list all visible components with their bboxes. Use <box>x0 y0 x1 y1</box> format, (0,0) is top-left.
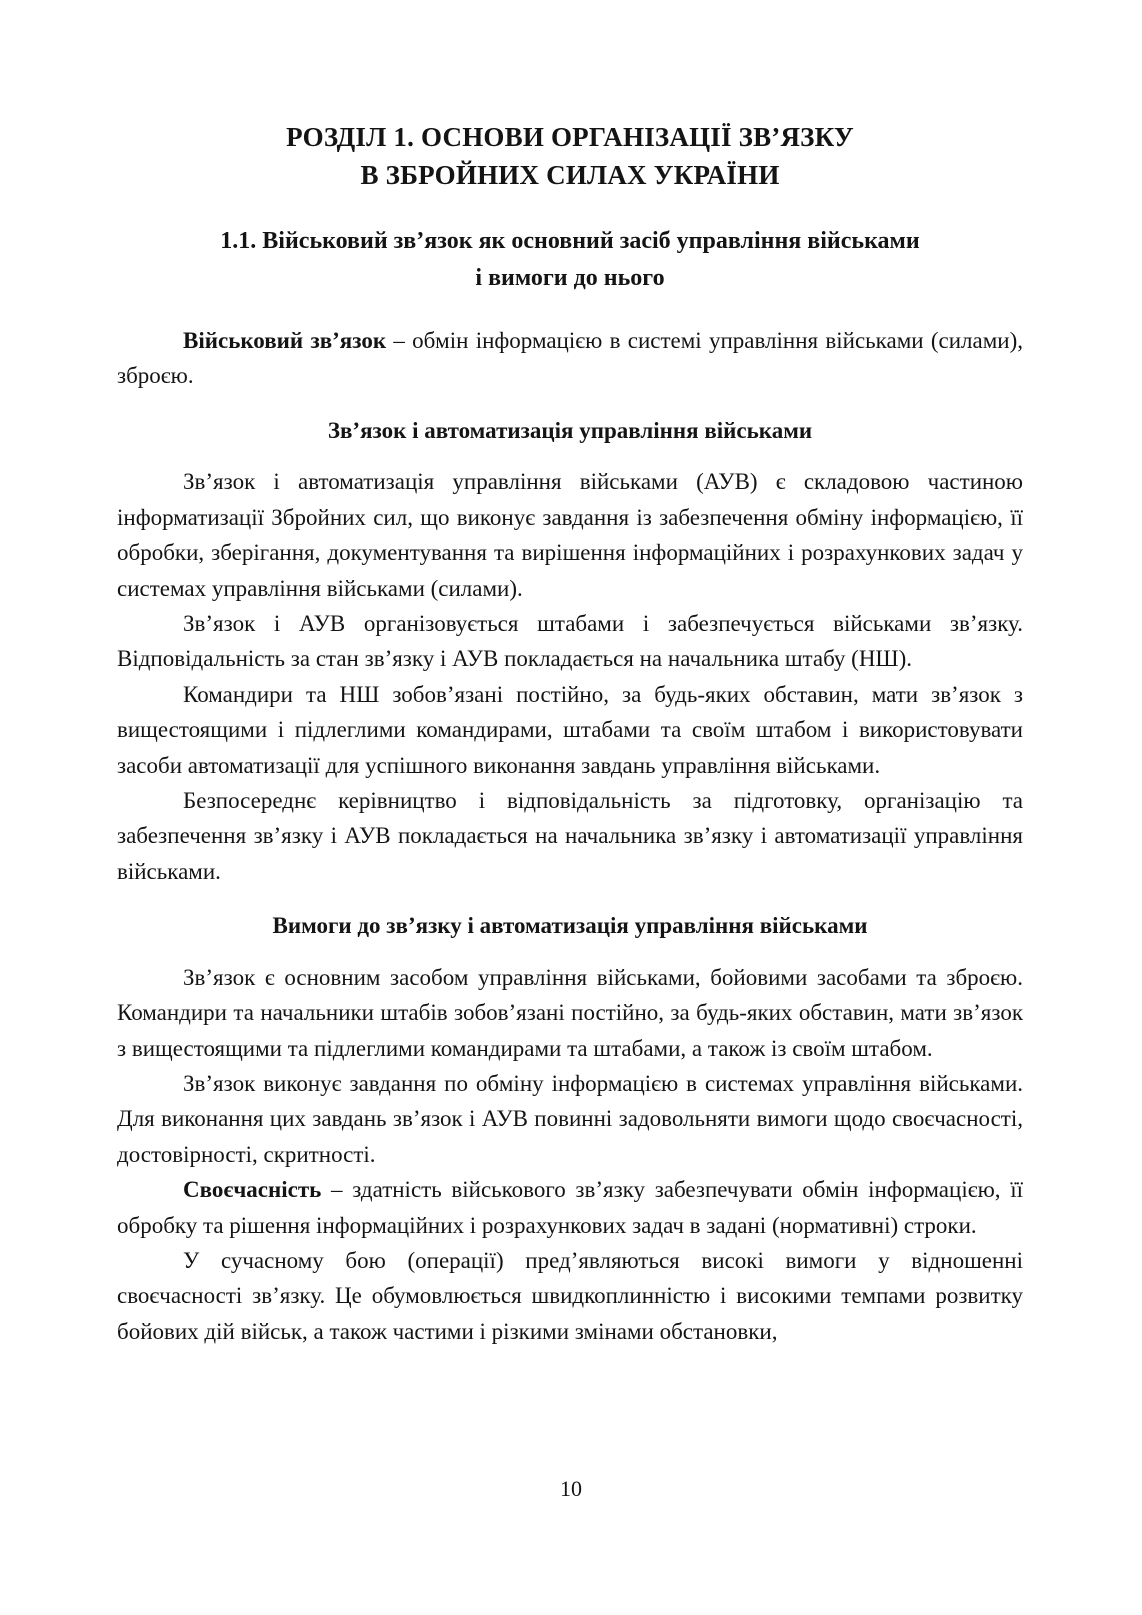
subheading-requirements: Вимоги до зв’язку і автоматизація управління військами <box>272 913 868 939</box>
paragraph: Командири та НШ зобов’язані постійно, за будь-яких обставин, мати зв’язок з вищестоящими і підлеглими командирами, штабами та своїм штабом і використовувати засоби автоматизації для успішного виконання завдань управління військами. <box>117 681 1023 778</box>
chapter-title-line-1: РОЗДІЛ 1. ОСНОВИ ОРГАНІЗАЦІЇ ЗВ’ЯЗКУ <box>286 122 854 152</box>
definition-term: Військовий зв’язок <box>183 328 387 354</box>
definition-text: – обмін інформацією в системі управління військами (силами), зброєю. <box>117 328 1023 389</box>
paragraph: Зв’язок виконує завдання по обміну інформацією в системах управління військами. Для виконання цих завдань зв’язок і АУВ повинні задовольняти вимоги щодо своєчасності, достовірності, скритності. <box>117 1070 1023 1167</box>
paragraph: Зв’язок і автоматизація управління військами (АУВ) є складовою частиною інформатизації Збройних сил, що виконує завдання із забезпечення обміну інформацією, її обробки, зберігання, документування та вирішення інформаційних і розрахункових задач у системах управління військами (силами). <box>117 469 1023 601</box>
section-heading-line-1: 1.1. Військовий зв’язок як основний засіб управління військами <box>220 227 920 254</box>
definition-term-timeliness: Своєчасність <box>183 1177 322 1203</box>
section-heading <box>117 195 1023 297</box>
paragraph: Зв’язок є основним засобом управління військами, бойовими засобами та зброєю. Командири та начальники штабів зобов’язані постійно, за будь-яких обставин, мати зв’язок з вищестоящими та підлеглими командирами та штабами, а також із своїм штабом. <box>117 964 1023 1061</box>
paragraph: У сучасному бою (операції) пред’являються високі вимоги у відношенні своєчасності зв’язку. Це обумовлюється швидкоплинністю і високими темпами розвитку бойових дій військ, а також частими і різкими змінами обстановки, <box>117 1247 1023 1344</box>
definition-text-timeliness: – здатність військового зв’язку забезпечувати обмін інформацією, її обробку та рішення інформаційних і розрахункових задач в задані (нормативні) строки. <box>117 1177 1023 1238</box>
paragraph: Зв’язок і АУВ організовується штабами і забезпечується військами зв’язку. Відповідальність за стан зв’язку і АУВ покладається на начальника штабу (НШ). <box>117 610 1023 672</box>
chapter-title <box>117 0 1023 195</box>
definition-paragraph-timeliness <box>117 1172 1023 1243</box>
page-content <box>117 0 1023 1349</box>
subheading-communication-automation: Зв’язок і автоматизація управління військами <box>327 417 813 443</box>
section-heading-line-2: і вимоги до нього <box>475 264 665 291</box>
definition-paragraph <box>117 297 1023 394</box>
paragraph: Безпосереднє керівництво і відповідальність за підготовку, організацію та забезпечення зв’язку і АУВ покладається на начальника зв’язку і автоматизації управління військами. <box>117 788 1023 884</box>
page-number: 10 <box>560 1476 582 1501</box>
chapter-title-line-2: В ЗБРОЙНИХ СИЛАХ УКРАЇНИ <box>360 160 780 191</box>
